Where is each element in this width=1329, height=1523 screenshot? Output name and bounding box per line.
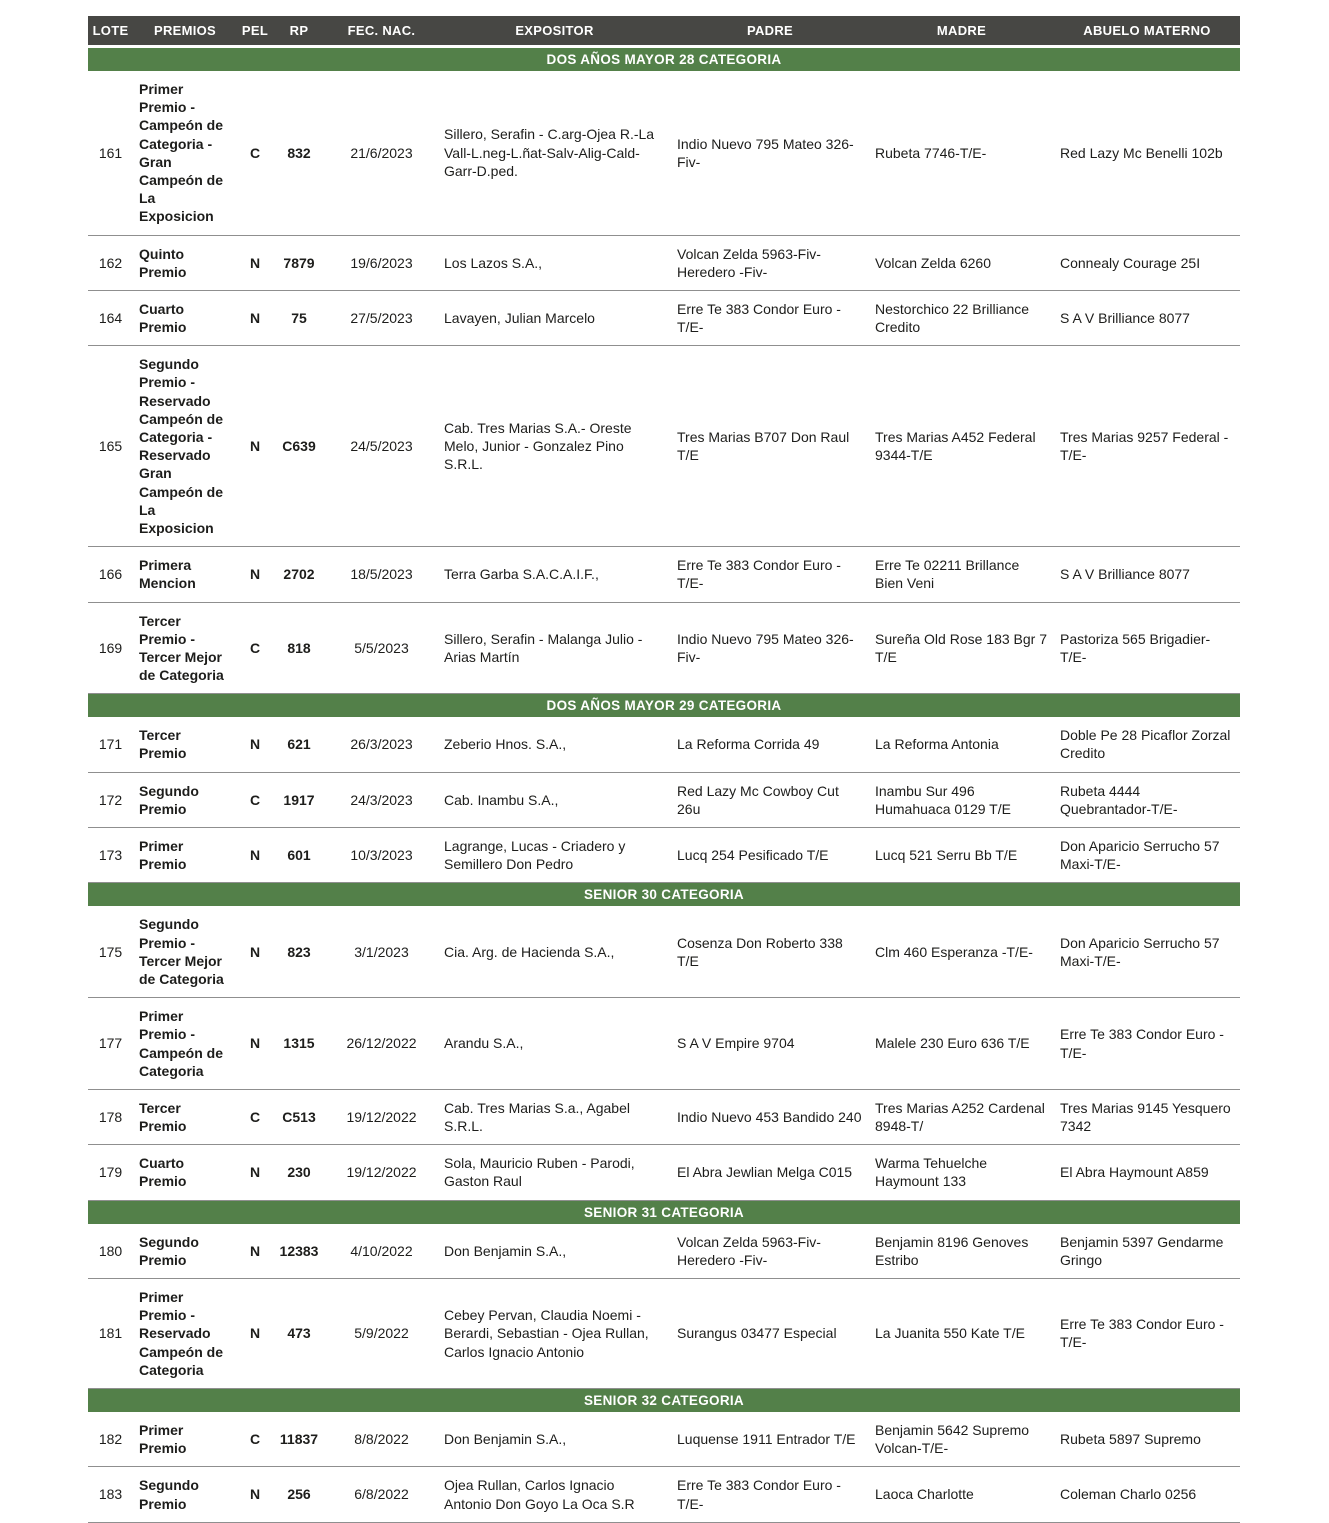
cell-padre: Red Lazy Mc Cowboy Cut 26u xyxy=(671,772,869,827)
cell-rp: 256 xyxy=(273,1467,325,1522)
cell-madre: Rubeta 7746-T/E- xyxy=(869,71,1054,235)
cell-padre: Cosenza Don Roberto 338 T/E xyxy=(671,906,869,997)
cell-premios: Tercer Premio xyxy=(133,1089,237,1144)
cell-abuelo-materno: Tres Marias 9257 Federal -T/E- xyxy=(1054,346,1240,547)
column-header-expositor: EXPOSITOR xyxy=(438,16,671,47)
cell-fec-nac: 19/12/2022 xyxy=(325,1145,438,1200)
cell-padre: Volcan Zelda 5963-Fiv-Heredero -Fiv- xyxy=(671,1224,869,1279)
cell-padre: Erre Te 383 Condor Euro -T/E- xyxy=(671,290,869,345)
cell-fec-nac: 24/5/2023 xyxy=(325,346,438,547)
cell-pel: C xyxy=(237,1089,273,1144)
cell-premios: Cuarto Premio xyxy=(133,290,237,345)
cell-padre: Volcan Zelda 5963-Fiv-Heredero -Fiv- xyxy=(671,235,869,290)
cell-rp: 75 xyxy=(273,290,325,345)
cell-abuelo-materno: S A V Brilliance 8077 xyxy=(1054,547,1240,602)
category-label: SENIOR 32 CATEGORIA xyxy=(88,1388,1240,1412)
cell-madre: Erre Te 02211 Brillance Bien Veni xyxy=(869,547,1054,602)
cell-padre: S A V Empire 9704 xyxy=(671,998,869,1090)
column-header-madre: MADRE xyxy=(869,16,1054,47)
cell-rp: 12383 xyxy=(273,1224,325,1279)
cell-pel: N xyxy=(237,547,273,602)
cell-pel: N xyxy=(237,828,273,883)
cell-expositor: Cebey Pervan, Claudia Noemi - Berardi, Sebastian - Ojea Rullan, Carlos Ignacio Antonio xyxy=(438,1279,671,1389)
cell-padre: Erre Te 383 Condor Euro -T/E- xyxy=(671,547,869,602)
cell-fec-nac: 10/3/2023 xyxy=(325,828,438,883)
cell-expositor: Zeberio Hnos. S.A., xyxy=(438,717,671,772)
cell-lote: 164 xyxy=(88,290,133,345)
cell-premios: Primer Premio - Reservado Campeón de Categoria xyxy=(133,1279,237,1389)
cell-expositor: Cab. Tres Marias S.a., Agabel S.R.L. xyxy=(438,1089,671,1144)
cell-fec-nac: 26/12/2022 xyxy=(325,998,438,1090)
table-row xyxy=(88,602,1240,694)
cell-pel: N xyxy=(237,290,273,345)
table-row xyxy=(88,235,1240,290)
cell-expositor: Sillero, Serafin - Malanga Julio - Arias Martín xyxy=(438,602,671,694)
cell-premios: Quinto Premio xyxy=(133,235,237,290)
column-header-fec-nac: FEC. NAC. xyxy=(325,16,438,47)
cell-rp: 473 xyxy=(273,1279,325,1389)
cell-rp: 7879 xyxy=(273,235,325,290)
cell-pel: C xyxy=(237,602,273,694)
cell-lote: 173 xyxy=(88,828,133,883)
category-label: DOS AÑOS MAYOR 28 CATEGORIA xyxy=(88,47,1240,72)
category-row xyxy=(88,883,1240,907)
cell-premios: Primer Premio xyxy=(133,1412,237,1467)
cell-madre: Benjamin 8196 Genoves Estribo xyxy=(869,1224,1054,1279)
cell-fec-nac: 19/6/2023 xyxy=(325,235,438,290)
table-row xyxy=(88,1467,1240,1522)
cell-expositor: Terra Garba S.A.C.A.I.F., xyxy=(438,547,671,602)
cell-rp: 11837 xyxy=(273,1412,325,1467)
cell-lote: 178 xyxy=(88,1089,133,1144)
cell-madre: Volcan Zelda 6260 xyxy=(869,235,1054,290)
table-row xyxy=(88,1279,1240,1389)
cell-expositor: Los Lazos S.A., xyxy=(438,235,671,290)
table-row xyxy=(88,717,1240,772)
cell-pel: C xyxy=(237,1412,273,1467)
cell-expositor: Cab. Tres Marias S.A.- Oreste Melo, Junior - Gonzalez Pino S.R.L. xyxy=(438,346,671,547)
cell-pel: N xyxy=(237,1145,273,1200)
cell-madre: Laoca Charlotte xyxy=(869,1467,1054,1522)
cell-padre: Indio Nuevo 795 Mateo 326-Fiv- xyxy=(671,602,869,694)
table-row xyxy=(88,1224,1240,1279)
cell-fec-nac: 19/12/2022 xyxy=(325,1089,438,1144)
cell-padre: El Abra Jewlian Melga C015 xyxy=(671,1145,869,1200)
cell-premios: Primer Premio - Campeón de Categoria - Gran Campeón de La Exposicion xyxy=(133,71,237,235)
cell-madre: La Reforma Antonia xyxy=(869,717,1054,772)
cell-lote: 161 xyxy=(88,71,133,235)
column-header-rp: RP xyxy=(273,16,325,47)
cell-lote: 169 xyxy=(88,602,133,694)
category-row xyxy=(88,1200,1240,1224)
cell-abuelo-materno: Erre Te 383 Condor Euro -T/E- xyxy=(1054,998,1240,1090)
cell-padre: Indio Nuevo 795 Mateo 326-Fiv- xyxy=(671,71,869,235)
table-row xyxy=(88,547,1240,602)
category-label: DOS AÑOS MAYOR 29 CATEGORIA xyxy=(88,694,1240,718)
cell-premios: Segundo Premio - Reservado Campeón de Categoria -Reservado Gran Campeón de La Exposicion xyxy=(133,346,237,547)
results-table xyxy=(88,16,1240,1523)
cell-expositor: Lavayen, Julian Marcelo xyxy=(438,290,671,345)
cell-abuelo-materno: Rubeta 5897 Supremo xyxy=(1054,1412,1240,1467)
cell-abuelo-materno: Red Lazy Mc Benelli 102b xyxy=(1054,71,1240,235)
cell-rp: 601 xyxy=(273,828,325,883)
results-table-body xyxy=(88,47,1240,1523)
cell-lote: 177 xyxy=(88,998,133,1090)
cell-premios: Tercer Premio xyxy=(133,717,237,772)
table-row xyxy=(88,71,1240,235)
table-row xyxy=(88,1089,1240,1144)
table-row xyxy=(88,1412,1240,1467)
cell-fec-nac: 18/5/2023 xyxy=(325,547,438,602)
cell-rp: 621 xyxy=(273,717,325,772)
cell-fec-nac: 21/6/2023 xyxy=(325,71,438,235)
cell-expositor: Lagrange, Lucas - Criadero y Semillero Don Pedro xyxy=(438,828,671,883)
table-row xyxy=(88,290,1240,345)
cell-pel: N xyxy=(237,235,273,290)
cell-premios: Segundo Premio xyxy=(133,1467,237,1522)
cell-madre: La Juanita 550 Kate T/E xyxy=(869,1279,1054,1389)
cell-fec-nac: 26/3/2023 xyxy=(325,717,438,772)
cell-fec-nac: 3/1/2023 xyxy=(325,906,438,997)
cell-pel: C xyxy=(237,71,273,235)
table-row xyxy=(88,906,1240,997)
cell-premios: Cuarto Premio xyxy=(133,1145,237,1200)
cell-abuelo-materno: S A V Brilliance 8077 xyxy=(1054,290,1240,345)
cell-lote: 175 xyxy=(88,906,133,997)
cell-abuelo-materno: Benjamin 5397 Gendarme Gringo xyxy=(1054,1224,1240,1279)
table-row xyxy=(88,1145,1240,1200)
column-header-pel: PEL xyxy=(237,16,273,47)
cell-lote: 183 xyxy=(88,1467,133,1522)
cell-fec-nac: 27/5/2023 xyxy=(325,290,438,345)
cell-expositor: Don Benjamin S.A., xyxy=(438,1412,671,1467)
table-row xyxy=(88,828,1240,883)
cell-lote: 171 xyxy=(88,717,133,772)
cell-expositor: Arandu S.A., xyxy=(438,998,671,1090)
cell-expositor: Ojea Rullan, Carlos Ignacio Antonio Don Goyo La Oca S.R xyxy=(438,1467,671,1522)
cell-padre: Erre Te 383 Condor Euro -T/E- xyxy=(671,1467,869,1522)
cell-premios: Segundo Premio xyxy=(133,1224,237,1279)
cell-fec-nac: 6/8/2022 xyxy=(325,1467,438,1522)
cell-rp: 230 xyxy=(273,1145,325,1200)
cell-madre: Lucq 521 Serru Bb T/E xyxy=(869,828,1054,883)
table-row xyxy=(88,346,1240,547)
cell-abuelo-materno: Connealy Courage 25I xyxy=(1054,235,1240,290)
cell-abuelo-materno: El Abra Haymount A859 xyxy=(1054,1145,1240,1200)
cell-padre: Luquense 1911 Entrador T/E xyxy=(671,1412,869,1467)
cell-abuelo-materno: Coleman Charlo 0256 xyxy=(1054,1467,1240,1522)
cell-rp: C513 xyxy=(273,1089,325,1144)
cell-lote: 165 xyxy=(88,346,133,547)
cell-rp: C639 xyxy=(273,346,325,547)
cell-fec-nac: 5/9/2022 xyxy=(325,1279,438,1389)
cell-lote: 179 xyxy=(88,1145,133,1200)
category-row xyxy=(88,47,1240,72)
cell-pel: N xyxy=(237,346,273,547)
cell-madre: Warma Tehuelche Haymount 133 xyxy=(869,1145,1054,1200)
cell-madre: Inambu Sur 496 Humahuaca 0129 T/E xyxy=(869,772,1054,827)
cell-pel: N xyxy=(237,717,273,772)
cell-padre: Surangus 03477 Especial xyxy=(671,1279,869,1389)
cell-lote: 172 xyxy=(88,772,133,827)
category-label: SENIOR 30 CATEGORIA xyxy=(88,883,1240,907)
cell-madre: Benjamin 5642 Supremo Volcan-T/E- xyxy=(869,1412,1054,1467)
cell-madre: Tres Marias A452 Federal 9344-T/E xyxy=(869,346,1054,547)
cell-fec-nac: 4/10/2022 xyxy=(325,1224,438,1279)
cell-fec-nac: 5/5/2023 xyxy=(325,602,438,694)
table-row xyxy=(88,772,1240,827)
cell-expositor: Don Benjamin S.A., xyxy=(438,1224,671,1279)
cell-abuelo-materno: Erre Te 383 Condor Euro -T/E- xyxy=(1054,1279,1240,1389)
cell-pel: N xyxy=(237,906,273,997)
cell-rp: 2702 xyxy=(273,547,325,602)
cell-premios: Primer Premio - Campeón de Categoria xyxy=(133,998,237,1090)
results-table-container xyxy=(88,16,1240,1523)
cell-abuelo-materno: Pastoriza 565 Brigadier-T/E- xyxy=(1054,602,1240,694)
cell-lote: 182 xyxy=(88,1412,133,1467)
cell-fec-nac: 8/8/2022 xyxy=(325,1412,438,1467)
cell-pel: C xyxy=(237,772,273,827)
cell-abuelo-materno: Rubeta 4444 Quebrantador-T/E- xyxy=(1054,772,1240,827)
cell-premios: Primer Premio xyxy=(133,828,237,883)
cell-lote: 162 xyxy=(88,235,133,290)
cell-lote: 180 xyxy=(88,1224,133,1279)
cell-padre: Indio Nuevo 453 Bandido 240 xyxy=(671,1089,869,1144)
cell-madre: Sureña Old Rose 183 Bgr 7 T/E xyxy=(869,602,1054,694)
column-header-lote: LOTE xyxy=(88,16,133,47)
column-header-abuelo-materno: ABUELO MATERNO xyxy=(1054,16,1240,47)
cell-rp: 823 xyxy=(273,906,325,997)
cell-pel: N xyxy=(237,998,273,1090)
table-row xyxy=(88,998,1240,1090)
cell-pel: N xyxy=(237,1224,273,1279)
cell-madre: Nestorchico 22 Brilliance Credito xyxy=(869,290,1054,345)
cell-abuelo-materno: Don Aparicio Serrucho 57 Maxi-T/E- xyxy=(1054,906,1240,997)
cell-abuelo-materno: Doble Pe 28 Picaflor Zorzal Credito xyxy=(1054,717,1240,772)
cell-expositor: Cia. Arg. de Hacienda S.A., xyxy=(438,906,671,997)
column-header-padre: PADRE xyxy=(671,16,869,47)
cell-madre: Tres Marias A252 Cardenal 8948-T/ xyxy=(869,1089,1054,1144)
category-row xyxy=(88,1388,1240,1412)
table-header-row xyxy=(88,16,1240,47)
cell-padre: Lucq 254 Pesificado T/E xyxy=(671,828,869,883)
column-header-premios: PREMIOS xyxy=(133,16,237,47)
cell-madre: Malele 230 Euro 636 T/E xyxy=(869,998,1054,1090)
cell-expositor: Cab. Inambu S.A., xyxy=(438,772,671,827)
cell-padre: Tres Marias B707 Don Raul T/E xyxy=(671,346,869,547)
cell-expositor: Sillero, Serafin - C.arg-Ojea R.-La Vall-L.neg-L.ñat-Salv-Alig-Cald-Garr-D.ped. xyxy=(438,71,671,235)
cell-lote: 166 xyxy=(88,547,133,602)
cell-pel: N xyxy=(237,1279,273,1389)
cell-premios: Segundo Premio - Tercer Mejor de Categoria xyxy=(133,906,237,997)
cell-madre: Clm 460 Esperanza -T/E- xyxy=(869,906,1054,997)
cell-fec-nac: 24/3/2023 xyxy=(325,772,438,827)
category-row xyxy=(88,694,1240,718)
cell-rp: 1315 xyxy=(273,998,325,1090)
cell-rp: 832 xyxy=(273,71,325,235)
cell-rp: 1917 xyxy=(273,772,325,827)
cell-expositor: Sola, Mauricio Ruben - Parodi, Gaston Raul xyxy=(438,1145,671,1200)
cell-premios: Primera Mencion xyxy=(133,547,237,602)
cell-abuelo-materno: Tres Marias 9145 Yesquero 7342 xyxy=(1054,1089,1240,1144)
cell-premios: Segundo Premio xyxy=(133,772,237,827)
cell-premios: Tercer Premio - Tercer Mejor de Categoria xyxy=(133,602,237,694)
cell-abuelo-materno: Don Aparicio Serrucho 57 Maxi-T/E- xyxy=(1054,828,1240,883)
cell-pel: N xyxy=(237,1467,273,1522)
category-label: SENIOR 31 CATEGORIA xyxy=(88,1200,1240,1224)
cell-padre: La Reforma Corrida 49 xyxy=(671,717,869,772)
cell-rp: 818 xyxy=(273,602,325,694)
cell-lote: 181 xyxy=(88,1279,133,1389)
